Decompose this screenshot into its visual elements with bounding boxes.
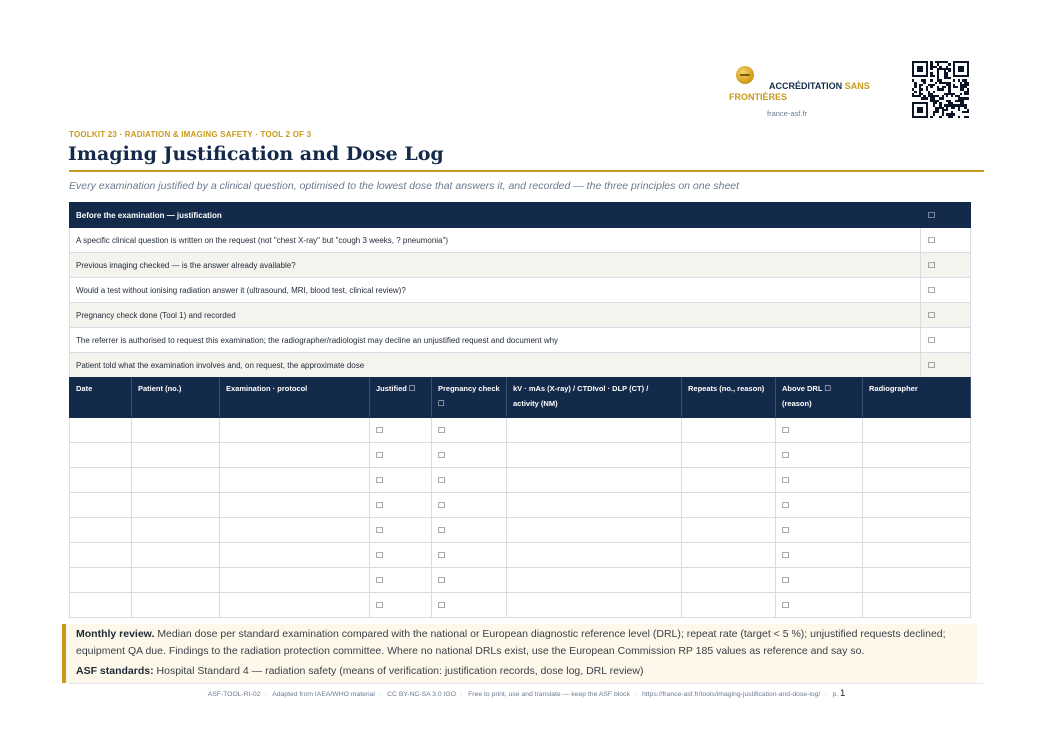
justified-checkbox[interactable]: ☐ (370, 568, 432, 593)
date-cell[interactable] (70, 518, 132, 543)
column-header-patient: Patient (no.) (132, 378, 220, 418)
page-footer: ASF-TOOL-RI-02 · Adapted from IAEA/WHO material · CC BY-NC-SA 3.0 IGO · Free to print, use and translate — keep the ASF block · https://france-asf.fr/tools/imaging-justification-and-dose-log/ · p. 1 (207, 688, 846, 699)
checklist-item-text: The referrer is authorised to request this examination; the radiographer/radiologist may decline an unjustified request and document why (70, 328, 921, 353)
column-header-date: Date (70, 378, 132, 418)
examination-cell[interactable] (220, 543, 370, 568)
dose-log-table (69, 377, 971, 618)
column-header-repeats: Repeats (no., reason) (682, 378, 776, 418)
dose-cell[interactable] (507, 593, 682, 618)
asf-standards-label: ASF standards: (76, 665, 154, 677)
above-drl-checkbox[interactable]: ☐ (776, 493, 863, 518)
dose-log-row (70, 568, 971, 593)
above-drl-checkbox[interactable]: ☐ (776, 593, 863, 618)
repeats-cell[interactable] (682, 493, 776, 518)
checklist-item (70, 278, 971, 303)
pregnancy-checkbox[interactable]: ☐ (432, 568, 507, 593)
column-header-dose-parameters: kV · mAs (X-ray) / CTDIvol · DLP (CT) / activity (NM) (507, 378, 682, 418)
above-drl-checkbox[interactable]: ☐ (776, 518, 863, 543)
checklist-item (70, 253, 971, 278)
date-cell[interactable] (70, 593, 132, 618)
qr-code-icon (912, 61, 969, 118)
justified-checkbox[interactable]: ☐ (370, 493, 432, 518)
dose-log-row (70, 543, 971, 568)
brand-name-part1: ACCRÉDITATION (769, 81, 843, 91)
radiographer-cell[interactable] (863, 518, 971, 543)
above-drl-checkbox[interactable]: ☐ (776, 443, 863, 468)
checklist-item (70, 328, 971, 353)
brand-name (729, 81, 889, 103)
dose-log-row (70, 418, 971, 443)
above-drl-checkbox[interactable]: ☐ (776, 468, 863, 493)
dose-log-header-row (70, 378, 971, 418)
patient-cell[interactable] (132, 493, 220, 518)
examination-cell[interactable] (220, 593, 370, 618)
checklist-checkbox[interactable]: ☐ (921, 253, 971, 278)
radiographer-cell[interactable] (863, 418, 971, 443)
monthly-review-text: Median dose per standard examination compared with the national or European diagnostic reference level (DRL); repeat rate (target < 5 %); unjustified requests declined; equipment QA due. Findings to the radiation protection committee. Where no national DRLs exist, use the European Commission RP 185 values as reference and say so. (76, 628, 946, 657)
checklist-checkbox[interactable]: ☐ (921, 303, 971, 328)
patient-cell[interactable] (132, 468, 220, 493)
patient-cell[interactable] (132, 518, 220, 543)
date-cell[interactable] (70, 468, 132, 493)
page-title: Imaging Justification and Dose Log (68, 143, 444, 165)
checklist-item-text: A specific clinical question is written on the request (not "chest X-ray" but "cough 3 weeks, ? pneumonia") (70, 228, 921, 253)
column-header-pregnancy-check: Pregnancy check ☐ (432, 378, 507, 418)
page-subtitle: Every examination justified by a clinical question, optimised to the lowest dose that answers it, and recorded — the three principles on one sheet (69, 180, 740, 192)
radiographer-cell[interactable] (863, 568, 971, 593)
monthly-review-label: Monthly review. (76, 628, 155, 640)
title-divider (69, 170, 984, 172)
above-drl-checkbox[interactable]: ☐ (776, 568, 863, 593)
footer-url[interactable]: https://france-asf.fr/tools/imaging-justification-and-dose-log/ (642, 691, 821, 698)
column-header-justified: Justified ☐ (370, 378, 432, 418)
date-cell[interactable] (70, 418, 132, 443)
examination-cell[interactable] (220, 568, 370, 593)
patient-cell[interactable] (132, 418, 220, 443)
pregnancy-checkbox[interactable]: ☐ (432, 518, 507, 543)
date-cell[interactable] (70, 493, 132, 518)
dose-cell[interactable] (507, 518, 682, 543)
pregnancy-checkbox[interactable]: ☐ (432, 493, 507, 518)
dose-cell[interactable] (507, 468, 682, 493)
repeats-cell[interactable] (682, 543, 776, 568)
checklist-item-text: Previous imaging checked — is the answer already available? (70, 253, 921, 278)
footer-page-label: p. (832, 691, 839, 698)
checklist-item-text: Pregnancy check done (Tool 1) and recorded (70, 303, 921, 328)
justified-checkbox[interactable]: ☐ (370, 593, 432, 618)
footer-note: Free to print, use and translate — keep the ASF block (468, 691, 630, 698)
above-drl-checkbox[interactable]: ☐ (776, 543, 863, 568)
pregnancy-checkbox[interactable]: ☐ (432, 543, 507, 568)
repeats-cell[interactable] (682, 593, 776, 618)
checklist-checkbox[interactable]: ☐ (921, 278, 971, 303)
pregnancy-checkbox[interactable]: ☐ (432, 418, 507, 443)
asf-logo-block (727, 64, 887, 120)
brand-name-part2: SANS FRONTIÈRES (729, 81, 870, 102)
dose-cell[interactable] (507, 493, 682, 518)
dose-cell[interactable] (507, 443, 682, 468)
pregnancy-checkbox[interactable]: ☐ (432, 593, 507, 618)
dose-cell[interactable] (507, 418, 682, 443)
repeats-cell[interactable] (682, 418, 776, 443)
footer-license: CC BY-NC-SA 3.0 IGO (387, 691, 456, 698)
examination-cell[interactable] (220, 518, 370, 543)
dose-log-row (70, 443, 971, 468)
radiographer-cell[interactable] (863, 493, 971, 518)
checklist-header-row (70, 203, 971, 228)
asf-standards-text: Hospital Standard 4 — radiation safety (means of verification: justification records, dose log, DRL review) (156, 665, 644, 677)
date-cell[interactable] (70, 443, 132, 468)
dose-log-row (70, 468, 971, 493)
justified-checkbox[interactable]: ☐ (370, 418, 432, 443)
date-cell[interactable] (70, 543, 132, 568)
radiographer-cell[interactable] (863, 593, 971, 618)
dose-log-row (70, 493, 971, 518)
justified-checkbox[interactable]: ☐ (370, 443, 432, 468)
checklist-checkbox[interactable]: ☐ (921, 328, 971, 353)
page-number: 1 (840, 688, 846, 699)
column-header-radiographer: Radiographer (863, 378, 971, 418)
asf-standards-paragraph (76, 663, 968, 680)
footer-code: ASF-TOOL-RI-02 (207, 691, 261, 698)
footer-divider (69, 683, 984, 684)
examination-cell[interactable] (220, 443, 370, 468)
examination-cell[interactable] (220, 468, 370, 493)
dose-log-row (70, 518, 971, 543)
checklist-checkbox[interactable]: ☐ (921, 228, 971, 253)
radiographer-cell[interactable] (863, 443, 971, 468)
checklist-heading: Before the examination — justification (70, 203, 921, 228)
patient-cell[interactable] (132, 593, 220, 618)
examination-cell[interactable] (220, 418, 370, 443)
checklist-item (70, 353, 971, 378)
toolkit-kicker: TOOLKIT 23 · RADIATION & IMAGING SAFETY · TOOL 2 OF 3 (69, 130, 312, 139)
justification-checklist (69, 202, 971, 378)
checklist-header-checkbox[interactable]: ☐ (921, 203, 971, 228)
patient-cell[interactable] (132, 568, 220, 593)
dose-log-body (70, 418, 971, 618)
column-header-examination: Examination · protocol (220, 378, 370, 418)
checklist-item (70, 228, 971, 253)
repeats-cell[interactable] (682, 468, 776, 493)
monthly-review-paragraph (76, 626, 968, 660)
checklist-checkbox[interactable]: ☐ (921, 353, 971, 378)
radiographer-cell[interactable] (863, 543, 971, 568)
repeats-cell[interactable] (682, 568, 776, 593)
justified-checkbox[interactable]: ☐ (370, 468, 432, 493)
repeats-cell[interactable] (682, 443, 776, 468)
checklist-item (70, 303, 971, 328)
checklist-item-text: Would a test without ionising radiation answer it (ultrasound, MRI, blood test, clinical review)? (70, 278, 921, 303)
monthly-review-box (62, 624, 977, 683)
examination-cell[interactable] (220, 493, 370, 518)
date-cell[interactable] (70, 568, 132, 593)
above-drl-checkbox[interactable]: ☐ (776, 418, 863, 443)
checklist-item-text: Patient told what the examination involves and, on request, the approximate dose (70, 353, 921, 378)
radiographer-cell[interactable] (863, 468, 971, 493)
pregnancy-checkbox[interactable]: ☐ (432, 443, 507, 468)
patient-cell[interactable] (132, 543, 220, 568)
justified-checkbox[interactable]: ☐ (370, 543, 432, 568)
repeats-cell[interactable] (682, 518, 776, 543)
column-header-above-drl: Above DRL ☐ (reason) (776, 378, 863, 418)
patient-cell[interactable] (132, 443, 220, 468)
dose-cell[interactable] (507, 568, 682, 593)
brand-url[interactable]: france-asf.fr (767, 109, 808, 118)
footer-source: Adapted from IAEA/WHO material (272, 691, 375, 698)
dose-cell[interactable] (507, 543, 682, 568)
dose-log-row (70, 593, 971, 618)
justified-checkbox[interactable]: ☐ (370, 518, 432, 543)
pregnancy-checkbox[interactable]: ☐ (432, 468, 507, 493)
